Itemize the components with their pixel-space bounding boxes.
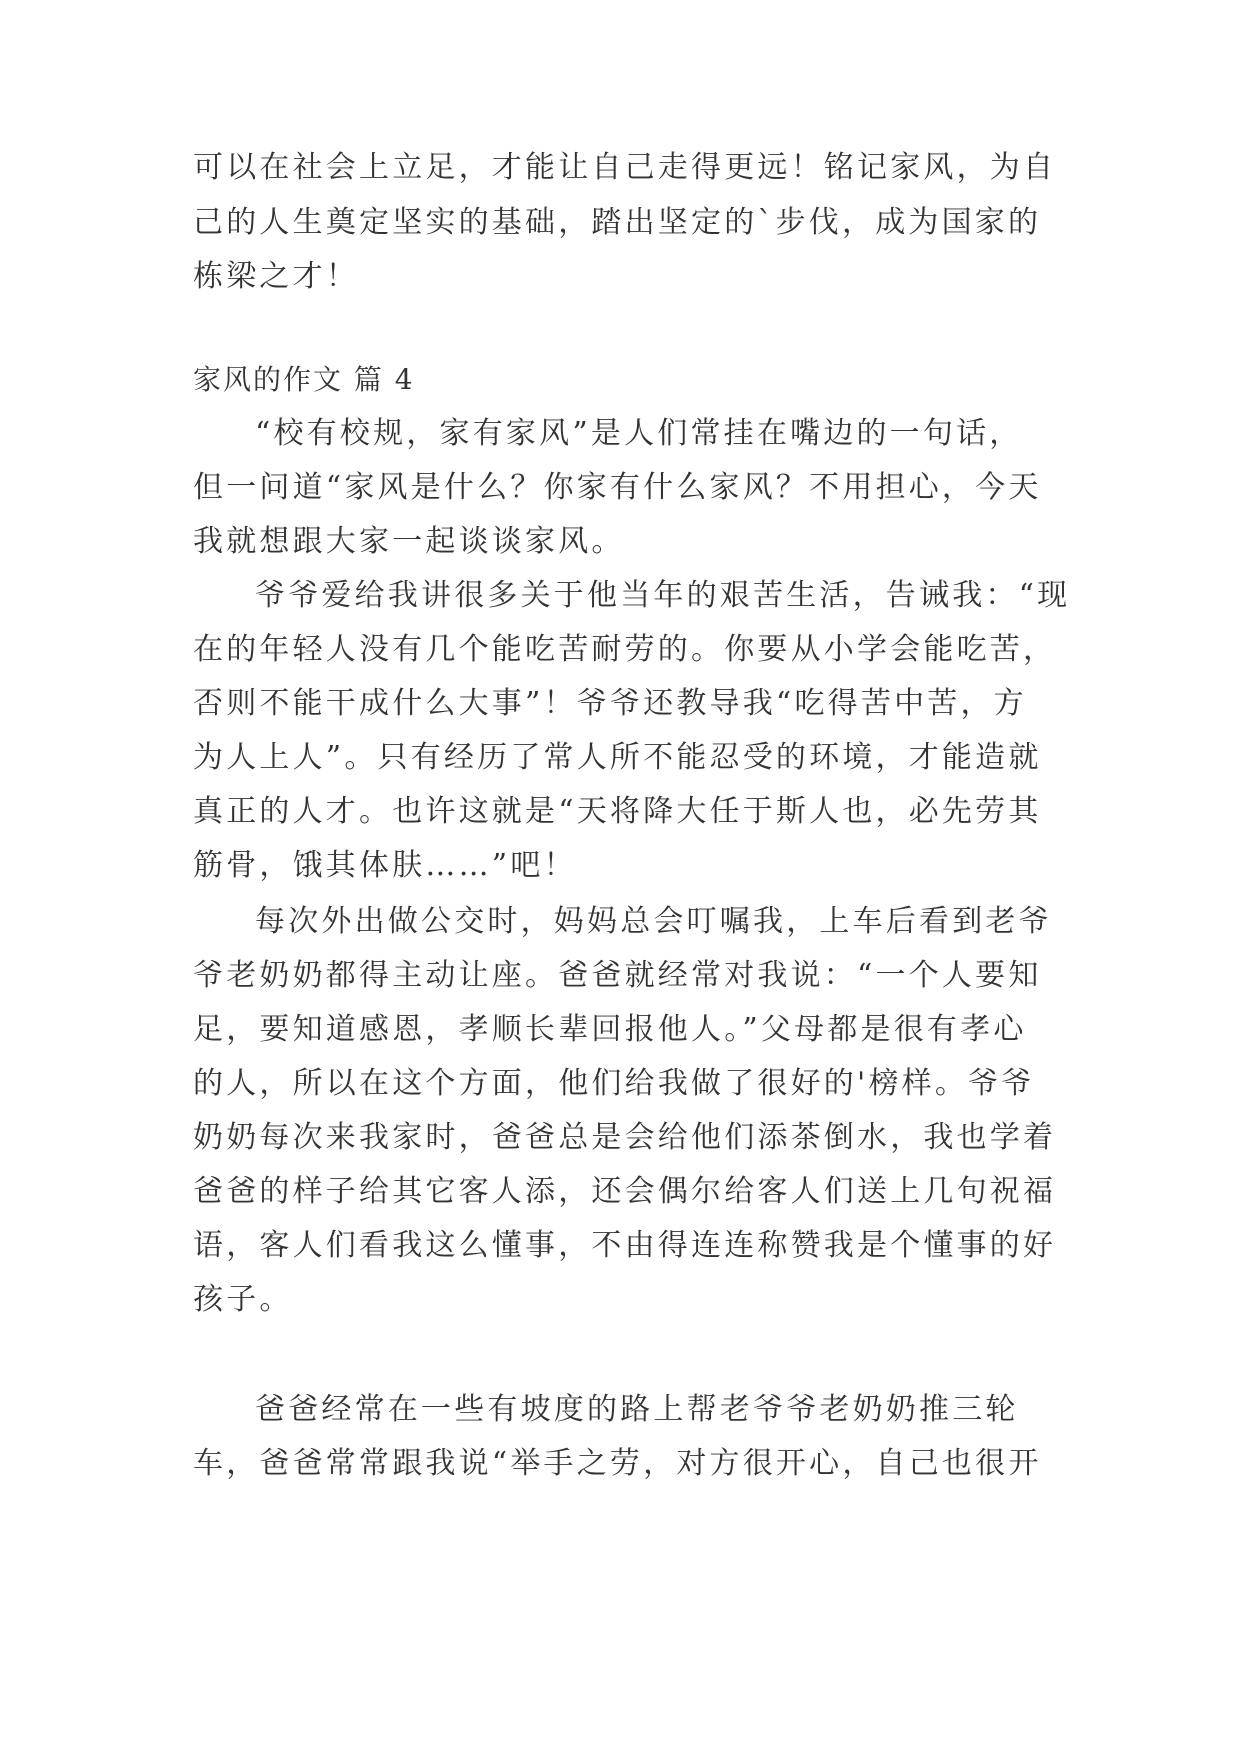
paragraph-2-line-6: 筋骨，饿其体肤……”吧！ — [193, 848, 577, 883]
paragraph-2-line-1: 爷爷爱给我讲很多关于他当年的艰苦生活，告诫我：“现 — [255, 578, 1071, 613]
paragraph-2-line-4: 为人上人”。只有经历了常人所不能忍受的环境，才能造就 — [193, 740, 1042, 775]
section-heading: 家风的作文 篇 4 — [193, 363, 415, 396]
paragraph-3-line-1: 每次外出做公交时，妈妈总会叮嘱我，上车后看到老爷 — [255, 904, 1052, 939]
intro-line-3: 栋梁之才！ — [193, 259, 359, 294]
paragraph-3-line-7: 语，客人们看我这么懂事，不由得连连称赞我是个懂事的好 — [193, 1228, 1057, 1263]
paragraph-3-line-8: 孩子。 — [193, 1282, 293, 1317]
paragraph-3-line-6: 爸爸的样子给其它客人添，还会偶尔给客人们送上几句祝福 — [193, 1174, 1057, 1209]
intro-line-2: 己的人生奠定坚实的基础，踏出坚定的`步伐，成为国家的 — [193, 205, 1042, 240]
paragraph-2-line-5: 真正的人才。也许这就是“天将降大任于斯人也，必先劳其 — [193, 794, 1042, 829]
paragraph-3-line-3: 足，要知道感恩，孝顺长辈回报他人。”父母都是很有孝心 — [193, 1012, 1027, 1047]
paragraph-2-line-3: 否则不能干成什么大事”！爷爷还教导我“吃得苦中苦，方 — [193, 686, 1027, 721]
paragraph-3-line-5: 奶奶每次来我家时，爸爸总是会给他们添茶倒水，我也学着 — [193, 1120, 1057, 1155]
paragraph-1-line-3: 我就想跟大家一起谈谈家风。 — [193, 524, 625, 559]
paragraph-4-line-1: 爸爸经常在一些有坡度的路上帮老爷爷老奶奶推三轮 — [255, 1392, 1019, 1427]
intro-line-1: 可以在社会上立足，才能让自己走得更远！铭记家风，为自 — [193, 150, 1057, 185]
paragraph-3-line-2: 爷老奶奶都得主动让座。爸爸就经常对我说：“一个人要知 — [193, 958, 1042, 993]
paragraph-1-line-1: “校有校规，家有家风”是人们常挂在嘴边的一句话， — [255, 416, 1023, 451]
paragraph-3-line-4: 的人，所以在这个方面，他们给我做了很好的'榜样。爷爷 — [193, 1066, 1035, 1101]
paragraph-1-line-2: 但一问道“家风是什么？你家有什么家风？不用担心，今天 — [193, 470, 1042, 505]
paragraph-4-line-2: 车，爸爸常常跟我说“举手之劳，对方很开心，自己也很开 — [193, 1446, 1042, 1481]
paragraph-2-line-2: 在的年轻人没有几个能吃苦耐劳的。你要从小学会能吃苦， — [193, 632, 1057, 667]
